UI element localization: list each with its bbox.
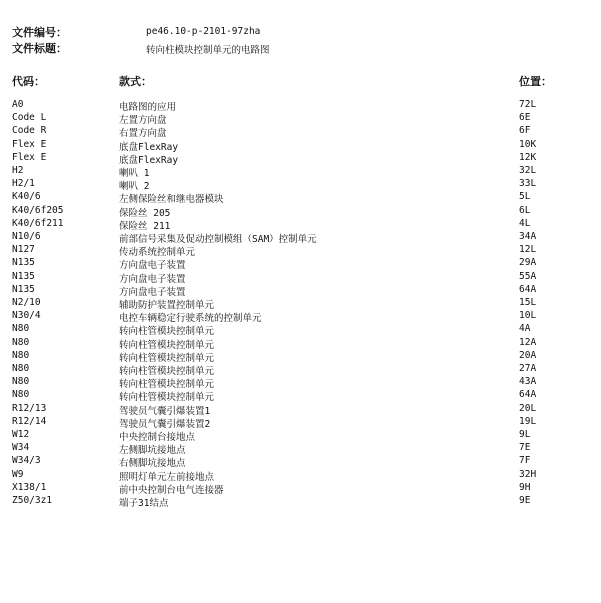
row-description: 转向柱管模块控制单元: [119, 352, 215, 364]
table-row: [0, 429, 601, 442]
row-description: 保险丝 205: [119, 207, 171, 219]
row-description: 驾驶员气囊引爆装置2: [119, 418, 211, 430]
table-row: [0, 152, 601, 165]
table-row: [0, 442, 601, 455]
row-code: Code R: [12, 125, 47, 137]
table-row: [0, 337, 601, 350]
row-code: K40/6: [12, 191, 41, 203]
row-code: X138/1: [12, 481, 47, 493]
row-description: 电控车辆稳定行驶系统的控制单元: [119, 313, 262, 325]
column-header-description: 款式：: [119, 75, 152, 88]
row-description: 转向柱管模块控制单元: [119, 379, 215, 391]
table-row: [0, 244, 601, 257]
table-row: [0, 99, 601, 112]
table-row: [0, 455, 601, 468]
row-position: 55A: [519, 270, 537, 282]
row-code: Flex E: [12, 138, 47, 150]
row-code: N80: [12, 376, 30, 388]
table-row: [0, 469, 601, 482]
row-position: 33L: [519, 178, 537, 190]
row-code: N2/10: [12, 297, 41, 308]
row-code: N80: [12, 363, 30, 374]
row-position: 20A: [519, 349, 537, 361]
column-header-position: 位置：: [519, 75, 552, 88]
row-position: 12A: [519, 336, 537, 348]
row-position: 6F: [519, 125, 531, 137]
row-code: W12: [12, 429, 30, 440]
row-description: 照明灯单元左前接地点: [119, 471, 215, 483]
row-position: 27A: [519, 363, 537, 374]
row-position: 10L: [519, 310, 537, 322]
row-description: 电路图的应用: [119, 102, 177, 113]
row-code: Flex E: [12, 151, 47, 163]
row-code: N80: [12, 323, 30, 335]
row-description: 前中央控制台电气连接器: [119, 484, 224, 496]
row-code: N80: [12, 336, 30, 348]
table-row: [0, 271, 601, 284]
row-description: 转向柱管模块控制单元: [119, 392, 215, 404]
row-code: N135: [12, 270, 35, 282]
row-description: 方向盘电子装置: [119, 286, 186, 298]
row-description: 转向柱管模块控制单元: [119, 366, 215, 377]
row-position: 43A: [519, 376, 537, 388]
table-row: [0, 482, 601, 495]
row-code: W34: [12, 442, 30, 454]
table-row: [0, 310, 601, 323]
row-position: 9H: [519, 481, 531, 493]
table-row: [0, 389, 601, 402]
row-description: 前部信号采集及促动控制模组（SAM）控制单元: [119, 234, 317, 245]
row-position: 9E: [519, 495, 531, 506]
table-row: [0, 376, 601, 389]
row-code: R12/13: [12, 402, 47, 414]
table-row: [0, 323, 601, 336]
table-row: [0, 403, 601, 416]
table-row: [0, 363, 601, 376]
row-position: 34A: [519, 231, 537, 242]
row-position: 12L: [519, 244, 537, 256]
table-row: [0, 416, 601, 429]
row-code: N30/4: [12, 310, 41, 322]
row-description: 左侧保险丝和继电器模块: [119, 194, 224, 206]
row-code: N10/6: [12, 231, 41, 242]
row-position: 9L: [519, 429, 531, 440]
table-row: [0, 350, 601, 363]
row-position: 6E: [519, 112, 531, 124]
table-row: [0, 178, 601, 191]
row-code: N80: [12, 349, 30, 361]
row-description: 转向柱管模块控制单元: [119, 339, 215, 351]
table-row: [0, 257, 601, 270]
row-description: 右置方向盘: [119, 128, 167, 140]
row-position: 19L: [519, 415, 537, 427]
row-code: K40/6f211: [12, 217, 64, 229]
row-position: 32L: [519, 165, 537, 176]
row-description: 方向盘电子装置: [119, 273, 186, 285]
row-code: R12/14: [12, 415, 47, 427]
row-code: N135: [12, 283, 35, 295]
table-row: [0, 231, 601, 244]
table-row: [0, 495, 601, 508]
row-code: N80: [12, 389, 30, 401]
table-row: [0, 297, 601, 310]
row-description: 传动系统控制单元: [119, 247, 196, 259]
row-description: 端子31结点: [119, 498, 169, 509]
row-description: 底盘FlexRay: [119, 154, 179, 166]
table-row: [0, 284, 601, 297]
row-position: 4A: [519, 323, 531, 335]
row-description: 保险丝 211: [119, 220, 171, 232]
row-position: 15L: [519, 297, 537, 308]
row-position: 32H: [519, 468, 537, 480]
row-position: 7E: [519, 442, 531, 454]
row-description: 左侧脚坑接地点: [119, 445, 186, 457]
row-description: 方向盘电子装置: [119, 260, 186, 272]
table-row: [0, 218, 601, 231]
row-code: A0: [12, 99, 24, 110]
row-position: 10K: [519, 138, 537, 150]
row-description: 喇叭 1: [119, 168, 150, 179]
table-row: [0, 125, 601, 138]
row-code: N135: [12, 257, 35, 269]
row-code: H2: [12, 165, 24, 176]
row-description: 转向柱管模块控制单元: [119, 326, 215, 338]
row-position: 5L: [519, 191, 531, 203]
row-code: K40/6f205: [12, 204, 64, 216]
doc-number-label: 文件编号：: [12, 26, 67, 39]
row-code: W34/3: [12, 455, 41, 467]
table-row: [0, 112, 601, 125]
row-description: 右侧脚坑接地点: [119, 458, 186, 470]
row-description: 底盘FlexRay: [119, 141, 179, 153]
row-position: 64A: [519, 283, 537, 295]
row-position: 12K: [519, 151, 537, 163]
row-position: 7F: [519, 455, 531, 467]
row-code: W9: [12, 468, 24, 480]
row-code: Code L: [12, 112, 47, 124]
row-code: H2/1: [12, 178, 35, 190]
row-position: 72L: [519, 99, 537, 110]
row-position: 64A: [519, 389, 537, 401]
row-description: 中央控制台接地点: [119, 432, 196, 443]
column-header-code: 代码：: [12, 75, 45, 88]
row-code: Z50/3z1: [12, 495, 53, 506]
row-position: 29A: [519, 257, 537, 269]
doc-title-value: 转向柱模块控制单元的电路图: [146, 45, 270, 56]
doc-number-value: pe46.10-p-2101-97zha: [146, 26, 261, 37]
row-code: N127: [12, 244, 35, 256]
doc-title-label: 文件标题：: [12, 42, 67, 55]
row-description: 左置方向盘: [119, 115, 167, 127]
table-row: [0, 139, 601, 152]
row-position: 6L: [519, 204, 531, 216]
row-description: 喇叭 2: [119, 181, 150, 193]
row-description: 驾驶员气囊引爆装置1: [119, 405, 211, 417]
table-row: [0, 165, 601, 178]
table-row: [0, 205, 601, 218]
table-row: [0, 191, 601, 204]
row-position: 20L: [519, 402, 537, 414]
row-description: 辅助防护装置控制单元: [119, 300, 215, 311]
row-position: 4L: [519, 217, 531, 229]
